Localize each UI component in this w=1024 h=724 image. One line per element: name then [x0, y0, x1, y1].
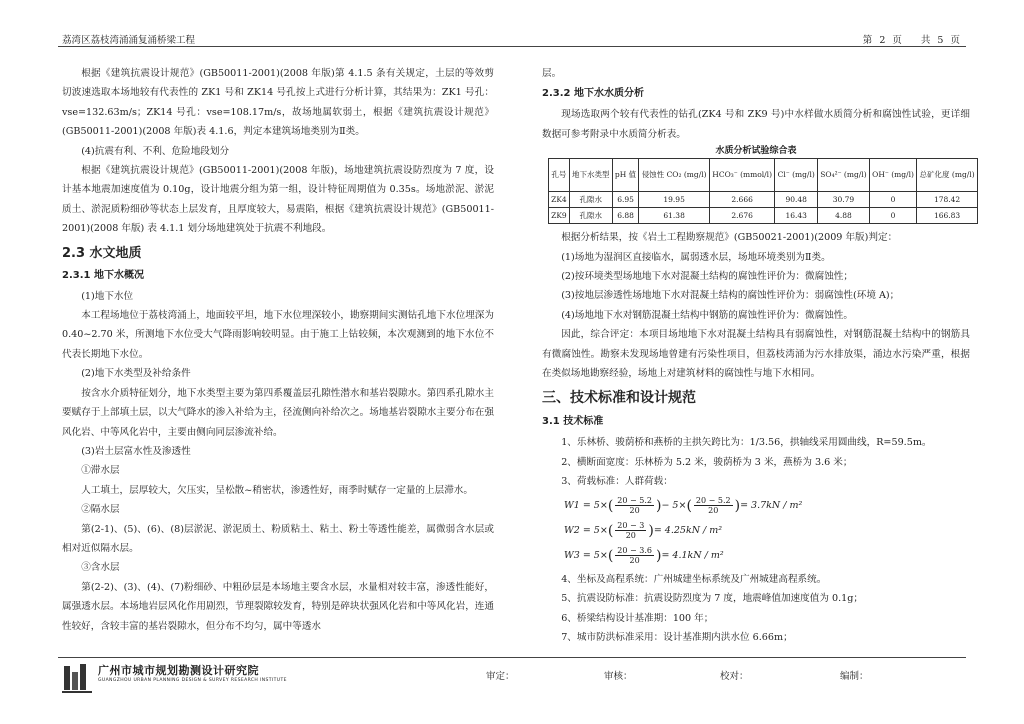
paren-icon: (	[607, 497, 614, 514]
standard-item: 4、坐标及高程系统：广州城建坐标系统及广州城建高程系统。	[561, 573, 827, 585]
standard-item: 6、桥梁结构设计基准期：100 年；	[561, 612, 714, 624]
subheading: (2)地下水类型及补给条件	[81, 368, 191, 380]
subsection-heading: 2.3.2 地下水水质分析	[542, 88, 644, 100]
paragraph: 根据《建筑抗震设计规范》(GB50011-2001)(2008 年版)第 4.1.5 条有关规定，土层的等效剪切波速选取本场地较有代表性的 ZK1 号和 ZK14 号孔按上式进行分析计算，其结果为：ZK1 号孔：vse=132.63m/s；ZK14 号孔：vse=108.17m/s，故场地属软弱土，根据《建筑抗震设计规范》(GB50011-2001)(2008 年版)表 4.1.6，判定本建筑场地类别为Ⅱ类。	[62, 68, 494, 138]
page-number: 第 2 页	[862, 35, 902, 46]
table-cell: ZK4	[549, 192, 570, 208]
paragraph: 本工程场地位于荔枝湾涌上，地面较平坦，地下水位埋深较小，勘察期间实测钻孔地下水位埋深为 0.40~2.70 米，所测地下水位受大气降雨影响较明显。由于施工上钻较频，本次观测到的地下水位不代表长期地下水位。	[62, 310, 494, 360]
table-cell: 16.43	[775, 208, 818, 224]
page-indicator	[863, 32, 960, 46]
institute-logo-icon	[62, 662, 92, 696]
standard-item: 5、抗震设防标准：抗震设防烈度为 7 度，地震峰值加速度值为 0.1g；	[561, 593, 863, 605]
table-cell: 178.42	[917, 192, 978, 208]
chapter-heading: 三、技术标准和设计规范	[542, 390, 696, 407]
denominator: 20	[625, 531, 636, 541]
table-header-row	[549, 159, 978, 192]
formula-lhs: W1 = 5×	[564, 499, 608, 511]
judgement-item: (3)按地层渗透性场地地下水对混凝土结构的腐蚀性评价为：弱腐蚀性(环境 A)；	[561, 290, 900, 302]
numerator: 20 − 3	[617, 521, 645, 531]
table-cell: 30.79	[818, 192, 870, 208]
table-cell: 90.48	[775, 192, 818, 208]
page-total: 共 5 页	[920, 35, 960, 46]
paren-icon: )	[648, 522, 654, 539]
formula-rhs: = 4.25kN / m²	[653, 524, 723, 536]
compile-label: 编制：	[840, 671, 869, 682]
paren-icon: )	[655, 497, 662, 514]
subheading: ①滞水层	[81, 465, 120, 477]
standard-item: 2、横断面宽度：乐林桥为 5.2 米，骏荫桥为 3 米，燕桥为 3.6 米；	[561, 456, 853, 468]
numerator: 20 − 5.2	[695, 496, 731, 506]
formula-w1	[564, 495, 970, 517]
page-header	[58, 30, 966, 47]
formula-w3	[564, 545, 970, 567]
table-header-cell: 总矿化度 (mg/l)	[917, 159, 978, 192]
table-header-cell: Cl⁻ (mg/l)	[775, 159, 818, 192]
paren-icon: )	[655, 547, 662, 564]
table-cell: 0	[869, 192, 916, 208]
institute-name: 广州市城市规划勘测设计研究院	[98, 664, 259, 677]
table-cell: 孔隙水	[569, 192, 612, 208]
paragraph: 根据《建筑抗震设计规范》(GB50011-2001)(2008 年版)，场地建筑抗震设防烈度为 7 度，设计基本地震加速度值为 0.10g，设计地震分组为第一组，设计特征周期值为 0.35s。场地淤泥、淤泥质土、淤泥质粉细砂等状态上层发育，且厚度较大，易震陷，根据《建筑抗震设计规范》(GB50011-2001)(2008 年版) 表 4.1.1 划分场地建筑处于抗震不利地段。	[62, 165, 494, 235]
table-cell: 166.83	[917, 208, 978, 224]
paragraph: 根据分析结果，按《岩土工程勘察规范》(GB50021-2001)(2009 年版)判定：	[561, 232, 898, 244]
project-title: 荔湾区荔枝湾涌涌复涌桥梁工程	[62, 35, 196, 46]
table-cell: 2.666	[709, 192, 774, 208]
paragraph: 人工填土，层厚较大，欠压实，呈松散~稍密状，渗透性好，雨季时赋存一定量的上层滞水。	[81, 484, 473, 496]
numerator: 20 − 3.6	[617, 546, 652, 556]
section-heading: 2.3 水文地质	[62, 245, 142, 261]
paragraph: 第(2-2)、(3)、(4)、(7)粉细砂、中粗砂层是本场地主要含水层，水量相对较丰富，渗透性能好，属强透水层。本场地岩层风化作用剧烈，节理裂隙较发育，特别是碎块状强风化岩和中等风化岩，连通性较好，含较丰富的基岩裂隙水，但分布不均匀，属中等透水	[62, 581, 494, 632]
page-footer	[58, 657, 966, 700]
table-header-cell: 地下水类型	[569, 159, 612, 192]
paren-icon: (	[607, 522, 614, 539]
formula-lhs: W2 = 5×	[564, 524, 608, 536]
subsection-heading: 2.3.1 地下水概况	[62, 269, 144, 281]
paragraph: 按含水介质特征划分，地下水类型主要为第四系覆盖层孔隙性潜水和基岩裂隙水。第四系孔隙水主要赋存于上部填土层，以大气降水的渗入补给为主，径流侧向补给次之。场地基岩裂隙水主要分布在强风化岩、中等风化岩中，主要由侧向同层渗流补给。	[62, 387, 494, 438]
denominator: 20	[629, 556, 640, 566]
fraction	[615, 521, 646, 540]
fraction	[615, 546, 654, 565]
table-row	[549, 192, 978, 208]
standard-item: 3、荷载标准：人群荷载：	[561, 476, 673, 488]
paren-icon: (	[686, 497, 692, 514]
table-cell: 2.676	[709, 208, 774, 224]
paragraph: 因此，综合评定：本项目场地地下水对混凝土结构具有弱腐蚀性，对钢筋混凝土结构中的钢筋具有微腐蚀性。勘察未发现场地曾建有污染性项目，但荔枝湾涌为污水排放渠，涌边水污染严重，根据在类似场地勘察经验，场地上对建筑材料的腐蚀性与地下水相同。	[542, 329, 970, 380]
paragraph: 第(2-1)、(5)、(6)、(8)层淤泥、淤泥质土、粉质粘土、粘土、粉土等透性能差，属微弱含水层或相对近似隔水层。	[62, 523, 494, 554]
table-row	[549, 208, 978, 224]
table-header-cell: OH⁻ (mg/l)	[869, 159, 916, 192]
standard-item: 1、乐林桥、骏荫桥和燕桥的主拱矢跨比为：1/3.56，拱轴线采用圆曲线，R=59.5m。	[561, 437, 932, 449]
judgement-item: (4)场地地下水对钢筋混凝土结构中钢筋的腐蚀性评价为：微腐蚀性。	[561, 309, 853, 321]
standard-item: 7、城市防洪标准采用：设计基准期内洪水位 6.66m；	[561, 631, 793, 643]
judgement-item: (2)按环境类型场地地下水对混凝土结构的腐蚀性评价为：微腐蚀性；	[561, 271, 853, 283]
numerator: 20 − 5.2	[617, 496, 652, 506]
paragraph: 现场选取两个较有代表性的钻孔(ZK4 号和 ZK9 号)中水样做水质简分析和腐蚀性试验，更详细数据可参考附录中水质简分析表。	[542, 109, 970, 140]
table-cell: 孔隙水	[569, 208, 612, 224]
check-label: 校对：	[720, 671, 749, 682]
table-header-cell: pH 值	[612, 159, 639, 192]
denominator: 20	[708, 506, 719, 516]
subheading: (4)抗震有利、不利、危险地段划分	[81, 145, 230, 157]
subheading: (1)地下水位	[81, 290, 134, 302]
paren-icon: (	[607, 547, 614, 564]
institute-name-en: GUANGZHOU URBAN PLANNING DESIGN & SURVEY RESEARCH INSTITUTE	[98, 678, 287, 683]
table-cell: 6.95	[612, 192, 639, 208]
formula-rhs: = 3.7kN / m²	[740, 499, 803, 511]
table-caption: 水质分析试验综合表	[715, 146, 797, 157]
table-cell: 6.88	[612, 208, 639, 224]
judgement-item: (1)场地为湿润区直接临水，属弱透水层，场地环境类别为Ⅱ类。	[561, 251, 831, 263]
table-header-cell: SO₄²⁻ (mg/l)	[818, 159, 870, 192]
formula-rhs: = 4.1kN / m²	[661, 549, 724, 561]
table-cell: 4.88	[818, 208, 870, 224]
table-header-cell: 侵蚀性 CO₂ (mg/l)	[639, 159, 710, 192]
left-column	[62, 64, 494, 636]
right-column	[542, 64, 975, 647]
table-header-cell: HCO₃⁻ (mmol/l)	[709, 159, 774, 192]
subheading: ③含水层	[81, 562, 120, 574]
table-cell: 0	[869, 208, 916, 224]
subheading: ②隔水层	[81, 504, 120, 516]
approve-label: 审定：	[486, 671, 515, 682]
paragraph: 层。	[542, 68, 562, 79]
denominator: 20	[629, 506, 640, 516]
table-cell: ZK9	[549, 208, 570, 224]
formula-mid: − 5×	[661, 499, 687, 511]
fraction	[615, 496, 654, 515]
formula-w2	[564, 520, 970, 542]
paren-icon: )	[734, 497, 741, 514]
water-quality-table	[548, 158, 978, 224]
review-label: 审核：	[604, 671, 633, 682]
fraction	[694, 496, 733, 515]
table-cell: 61.38	[639, 208, 710, 224]
subsection-heading: 3.1 技术标准	[542, 416, 604, 428]
subheading: (3)岩土层富水性及渗透性	[81, 445, 191, 457]
table-header-cell: 孔号	[549, 159, 570, 192]
formula-lhs: W3 = 5×	[564, 549, 608, 561]
table-cell: 19.95	[639, 192, 710, 208]
